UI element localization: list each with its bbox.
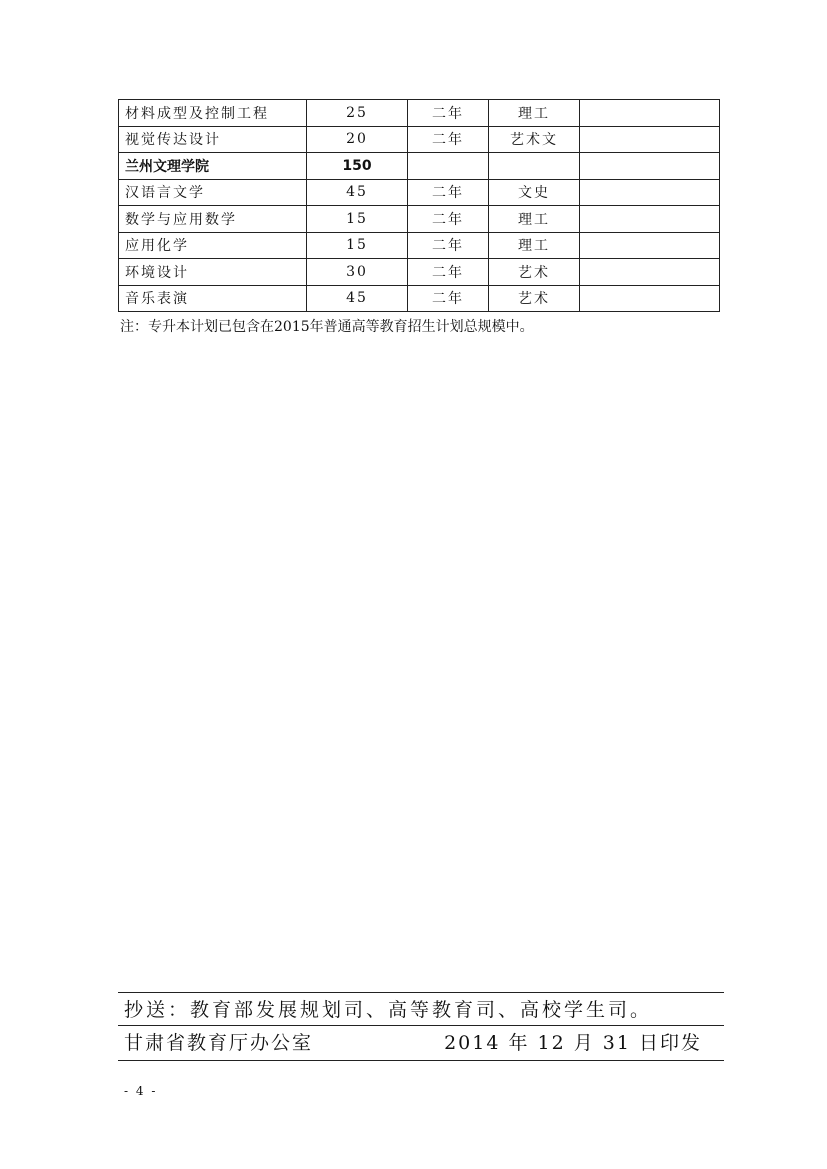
remark-cell (580, 232, 720, 259)
enrollment-count-cell: 15 (307, 232, 408, 259)
cc-recipients: 抄送：教育部发展规划司、高等教育司、高校学生司。 (118, 993, 724, 1026)
school-name-cell: 兰州文理学院 (119, 153, 307, 180)
enrollment-count-cell: 45 (307, 285, 408, 312)
issue-line (118, 1026, 724, 1061)
table-footnote: 注：专升本计划已包含在2015年普通高等教育招生计划总规模中。 (120, 319, 534, 335)
remark-cell (580, 206, 720, 233)
enrollment-count-cell: 20 (307, 126, 408, 153)
enrollment-plan-table (118, 99, 720, 312)
duration-cell: 二年 (408, 259, 489, 286)
school-total-cell: 150 (307, 153, 408, 180)
table-body (119, 100, 720, 312)
table-row (119, 285, 720, 312)
issuing-office: 甘肃省教育厅办公室 (124, 1032, 314, 1054)
remark-cell (580, 100, 720, 127)
enrollment-count-cell: 25 (307, 100, 408, 127)
duration-cell: 二年 (408, 232, 489, 259)
table-row (119, 259, 720, 286)
enrollment-count-cell: 30 (307, 259, 408, 286)
duration-cell: 二年 (408, 285, 489, 312)
table-row (119, 179, 720, 206)
duration-cell: 二年 (408, 100, 489, 127)
school-header-row (119, 153, 720, 180)
table-row (119, 206, 720, 233)
remark-cell (580, 126, 720, 153)
category-cell: 艺术文 (489, 126, 580, 153)
major-name-cell: 汉语言文学 (119, 179, 307, 206)
category-cell: 文史 (489, 179, 580, 206)
table-row (119, 100, 720, 127)
category-cell: 理工 (489, 206, 580, 233)
duration-cell: 二年 (408, 206, 489, 233)
major-name-cell: 音乐表演 (119, 285, 307, 312)
remark-cell (580, 153, 720, 180)
enrollment-count-cell: 45 (307, 179, 408, 206)
page-number: - 4 - (124, 1084, 158, 1098)
category-cell (489, 153, 580, 180)
table-row (119, 126, 720, 153)
major-name-cell: 视觉传达设计 (119, 126, 307, 153)
document-footer (118, 992, 724, 1061)
duration-cell: 二年 (408, 126, 489, 153)
issue-date: 2014 年 12 月 31 日印发 (444, 1032, 702, 1054)
remark-cell (580, 285, 720, 312)
major-name-cell: 数学与应用数学 (119, 206, 307, 233)
major-name-cell: 应用化学 (119, 232, 307, 259)
category-cell: 艺术 (489, 285, 580, 312)
category-cell: 艺术 (489, 259, 580, 286)
category-cell: 理工 (489, 232, 580, 259)
remark-cell (580, 179, 720, 206)
major-name-cell: 材料成型及控制工程 (119, 100, 307, 127)
major-name-cell: 环境设计 (119, 259, 307, 286)
duration-cell: 二年 (408, 179, 489, 206)
category-cell: 理工 (489, 100, 580, 127)
table-row (119, 232, 720, 259)
remark-cell (580, 259, 720, 286)
duration-cell (408, 153, 489, 180)
enrollment-count-cell: 15 (307, 206, 408, 233)
